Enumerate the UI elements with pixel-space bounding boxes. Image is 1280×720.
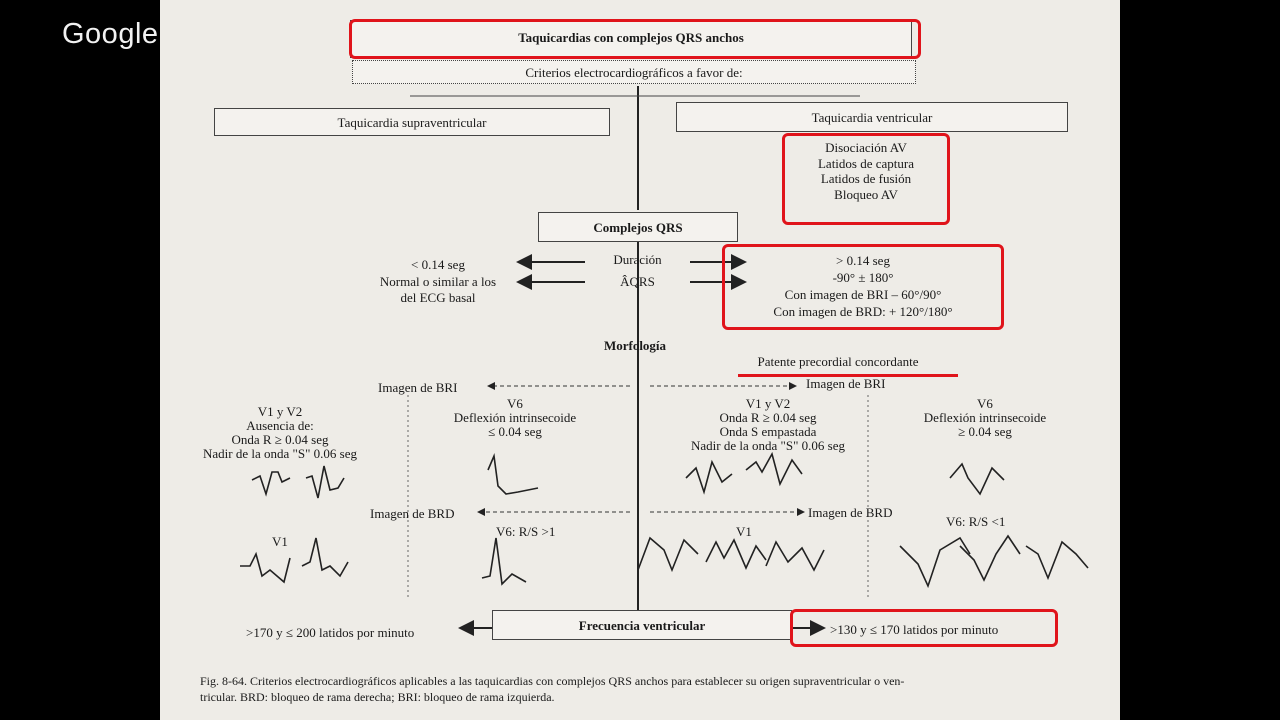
sv-v1v2-4: Nadir de la onda "S" 0.06 seg: [203, 446, 357, 461]
tv-v1-lead: V1: [736, 524, 752, 539]
caption-line-2: tricular. BRD: bloqueo de rama derecha; BRI: bloqueo de rama izquierda.: [200, 690, 555, 704]
criterion-av-block: Bloqueo AV: [834, 187, 898, 202]
right-duration: > 0.14 seg: [836, 253, 890, 268]
sv-v6-rs: V6: R/S >1: [496, 524, 556, 539]
sv-v6-1: V6: [507, 396, 523, 411]
google-logo: Google: [62, 18, 159, 50]
sv-v6-3: ≤ 0.04 seg: [488, 424, 542, 439]
tv-v6-rs: V6: R/S <1: [946, 514, 1006, 529]
subtitle-box: [352, 60, 916, 84]
supraventricular-label: Taquicardia supraventricular: [337, 115, 487, 130]
axis-label: ÂQRS: [620, 274, 655, 289]
right-brd-axis: Con imagen de BRD: + 120°/180°: [773, 304, 953, 319]
highlight-av-criteria: [782, 133, 950, 225]
right-bri-axis: Con imagen de BRI – 60°/90°: [784, 287, 942, 302]
sv-v1v2-3: Onda R ≥ 0.04 seg: [231, 432, 329, 447]
highlight-qrs-criteria: [722, 244, 1004, 330]
brd-left-label: Imagen de BRD: [370, 506, 455, 521]
qrs-box: [538, 212, 738, 242]
concordant-pattern: Patente precordial concordante: [757, 354, 919, 369]
diagram-title: Taquicardias con complejos QRS anchos: [518, 30, 744, 45]
tv-v6-1: V6: [977, 396, 993, 411]
tv-v1v2-2: Onda R ≥ 0.04 seg: [719, 410, 817, 425]
document-page: [160, 0, 1120, 720]
duration-label: Duración: [613, 252, 662, 267]
diagram-subtitle: Criterios electrocardiográficos a favor de:: [525, 65, 743, 80]
caption-line-1: Fig. 8-64. Criterios electrocardiográficos aplicables a las taquicardias con complejos QRS anchos para establecer su origen supraventricular o ven-: [200, 674, 905, 688]
tv-v1v2-3: Onda S empastada: [719, 424, 817, 439]
tv-v6-2: Deflexión intrinsecoide: [923, 410, 1047, 425]
left-axis-2: del ECG basal: [400, 290, 476, 305]
highlight-rate: [790, 609, 1058, 647]
morphology-label: Morfología: [603, 338, 667, 353]
tv-v6-3: ≥ 0.04 seg: [958, 424, 1012, 439]
rate-left: >170 y ≤ 200 latidos por minuto: [246, 625, 415, 640]
sv-v1-lead: V1: [272, 534, 288, 549]
rate-box: [492, 610, 792, 640]
tv-v1v2-4: Nadir de la onda "S" 0.06 seg: [691, 438, 845, 453]
tv-v1v2-1: V1 y V2: [745, 396, 791, 411]
criterion-capture-beats: Latidos de captura: [817, 156, 914, 171]
qrs-label: Complejos QRS: [593, 220, 683, 235]
criterion-av-dissociation: Disociación AV: [825, 140, 907, 155]
sv-v1v2-1: V1 y V2: [257, 404, 303, 419]
ventricular-label: Taquicardia ventricular: [811, 110, 933, 125]
rate-right: >130 y ≤ 170 latidos por minuto: [830, 622, 999, 637]
criterion-fusion-beats: Latidos de fusión: [820, 171, 912, 186]
left-axis-1: Normal o similar a los: [379, 274, 497, 289]
supraventricular-box: [214, 108, 610, 136]
brd-right-label: Imagen de BRD: [808, 505, 893, 520]
sv-v6-2: Deflexión intrinsecoide: [453, 410, 577, 425]
right-axis: -90° ± 180°: [832, 270, 894, 285]
sv-v1v2-2: Ausencia de:: [246, 418, 314, 433]
ventricular-box: [676, 102, 1068, 132]
left-duration: < 0.14 seg: [411, 257, 465, 272]
bri-right-label: Imagen de BRI: [806, 376, 886, 391]
bri-left-label: Imagen de BRI: [378, 380, 458, 395]
rate-label: Frecuencia ventricular: [578, 618, 706, 633]
highlight-title: [349, 19, 921, 59]
